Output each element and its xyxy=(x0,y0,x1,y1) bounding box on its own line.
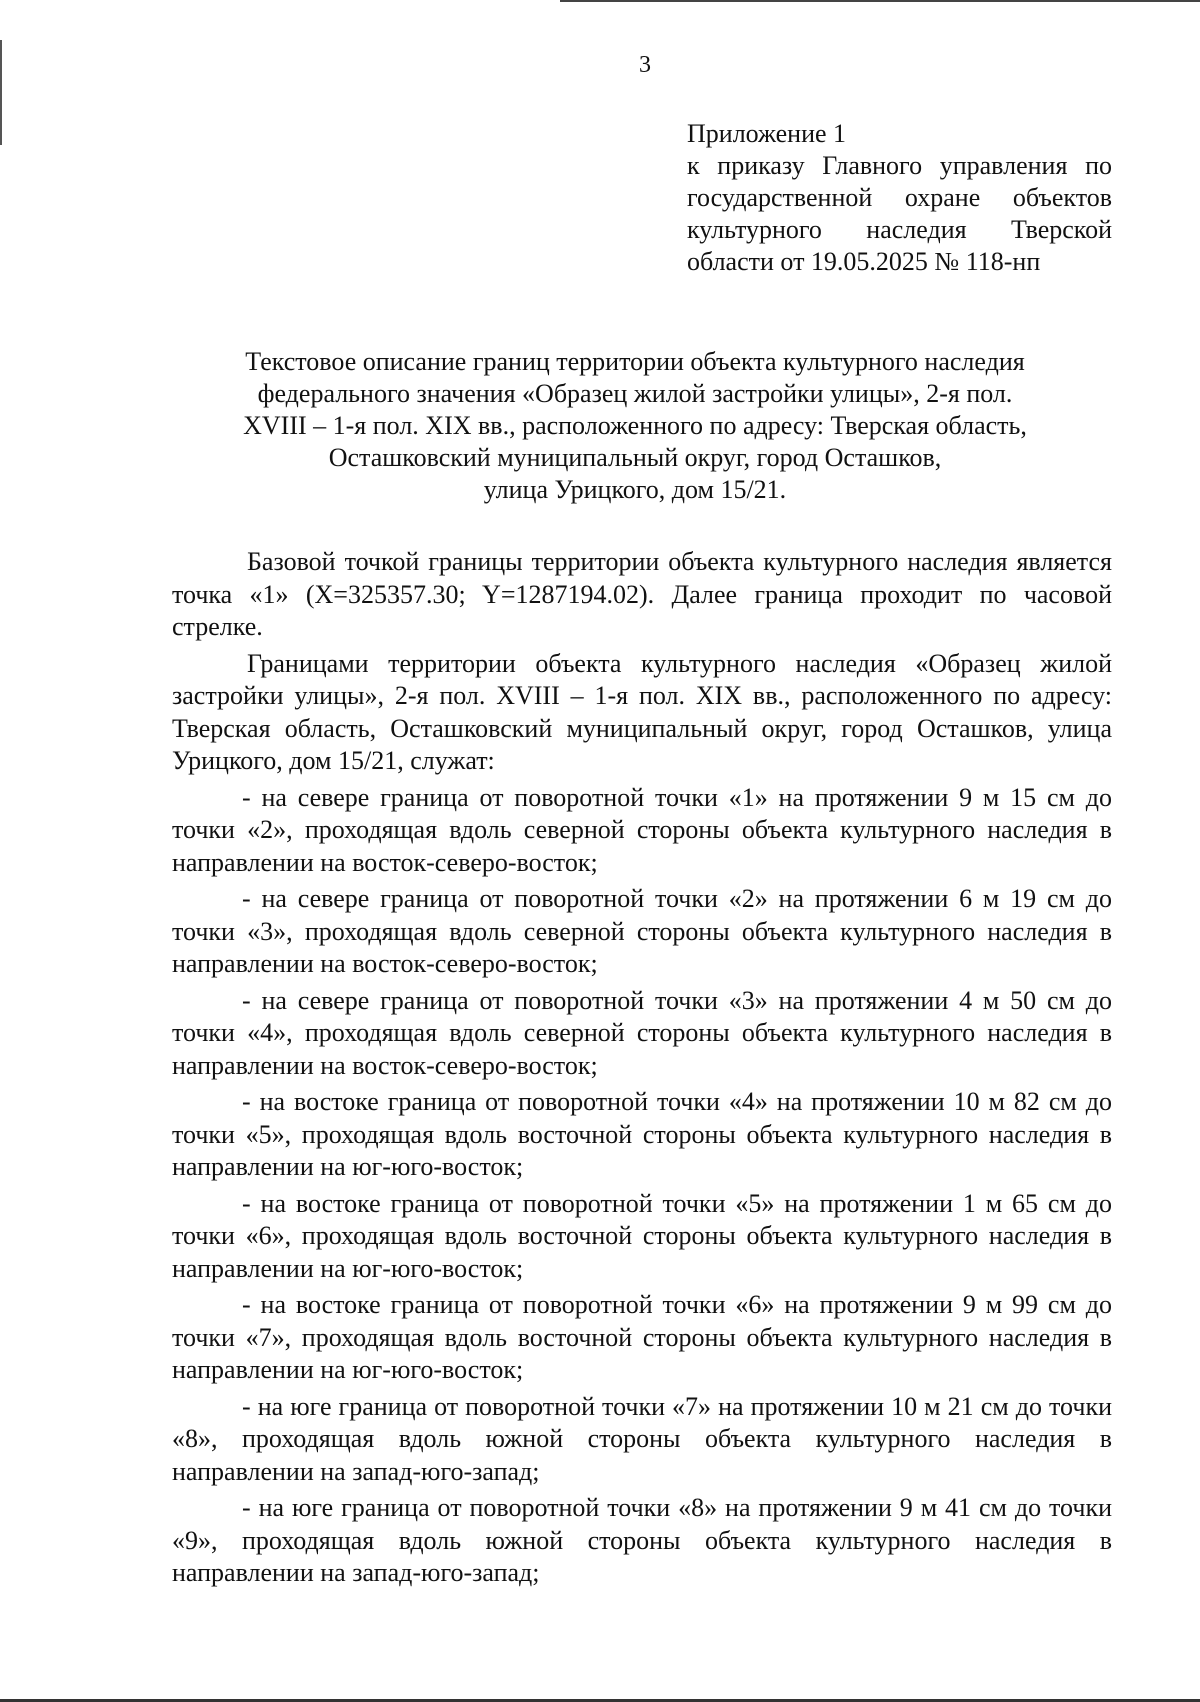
appendix-line: государственной охране объектов xyxy=(687,183,1112,212)
boundaries-intro-paragraph: Границами территории объекта культурного наследия «Образец жилой застройки улицы», 2-я пол. XVIII – 1-я пол. XIX вв., расположенного по адресу: Тверская область, Осташковский муниципальный округ, город Осташков, улица Урицкого, дом 15/21, служат: xyxy=(172,648,1112,775)
boundary-item: - на юге граница от поворотной точки «8» на протяжении 9 м 41 см до точки «9», проходящая вдоль южной стороны объекта культурного наследия в направлении на запад-юго-запад; xyxy=(172,1493,1112,1587)
appendix-block xyxy=(687,118,1112,278)
title-line: федерального значения «Образец жилой застройки улицы», 2-я пол. xyxy=(257,379,1013,408)
title-line: Текстовое описание границ территории объекта культурного наследия xyxy=(245,347,1025,376)
boundary-item: - на севере граница от поворотной точки «2» на протяжении 6 м 19 см до точки «3», проходящая вдоль северной стороны объекта культурного наследия в направлении на восток-северо-восток; xyxy=(172,884,1112,978)
appendix-line: области от 19.05.2025 № 118-нп xyxy=(687,247,1041,276)
title-line: Осташковский муниципальный округ, город Осташков, xyxy=(328,443,942,472)
boundary-item: - на севере граница от поворотной точки «1» на протяжении 9 м 15 см до точки «2», проходящая вдоль северной стороны объекта культурного наследия в направлении на восток-северо-восток; xyxy=(172,782,1112,877)
appendix-line: культурного наследия Тверской xyxy=(687,215,1112,244)
scan-edge-top xyxy=(560,0,1200,2)
page-number: 3 xyxy=(639,52,651,78)
document-title xyxy=(170,346,1100,506)
title-line: XVIII – 1-я пол. XIX вв., расположенного по адресу: Тверская область, xyxy=(243,411,1027,440)
base-point-paragraph: Базовой точкой границы территории объекта культурного наследия является точка «1» (X=325357.30; Y=1287194.02). Далее граница проходит по часовой стрелке. xyxy=(172,547,1112,641)
boundary-item: - на востоке граница от поворотной точки «4» на протяжении 10 м 82 см до точки «5», проходящая вдоль восточной стороны объекта культурного наследия в направлении на юг-юго-восток; xyxy=(172,1087,1112,1181)
appendix-line: к приказу Главного управления по xyxy=(687,151,1112,180)
title-line: улица Урицкого, дом 15/21. xyxy=(483,475,787,504)
boundary-item: - на юге граница от поворотной точки «7» на протяжении 10 м 21 см до точки «8», проходящая вдоль южной стороны объекта культурного наследия в направлении на запад-юго-запад; xyxy=(172,1391,1112,1486)
boundary-item: - на севере граница от поворотной точки «3» на протяжении 4 м 50 см до точки «4», проходящая вдоль северной стороны объекта культурного наследия в направлении на восток-северо-восток; xyxy=(172,985,1112,1080)
boundary-item: - на востоке граница от поворотной точки «5» на протяжении 1 м 65 см до точки «6», проходящая вдоль восточной стороны объекта культурного наследия в направлении на юг-юго-восток; xyxy=(172,1188,1112,1283)
boundary-item: - на востоке граница от поворотной точки «6» на протяжении 9 м 99 см до точки «7», проходящая вдоль восточной стороны объекта культурного наследия в направлении на юг-юго-восток; xyxy=(172,1290,1112,1384)
document-body xyxy=(172,546,1112,1594)
appendix-line: Приложение 1 xyxy=(687,119,847,148)
